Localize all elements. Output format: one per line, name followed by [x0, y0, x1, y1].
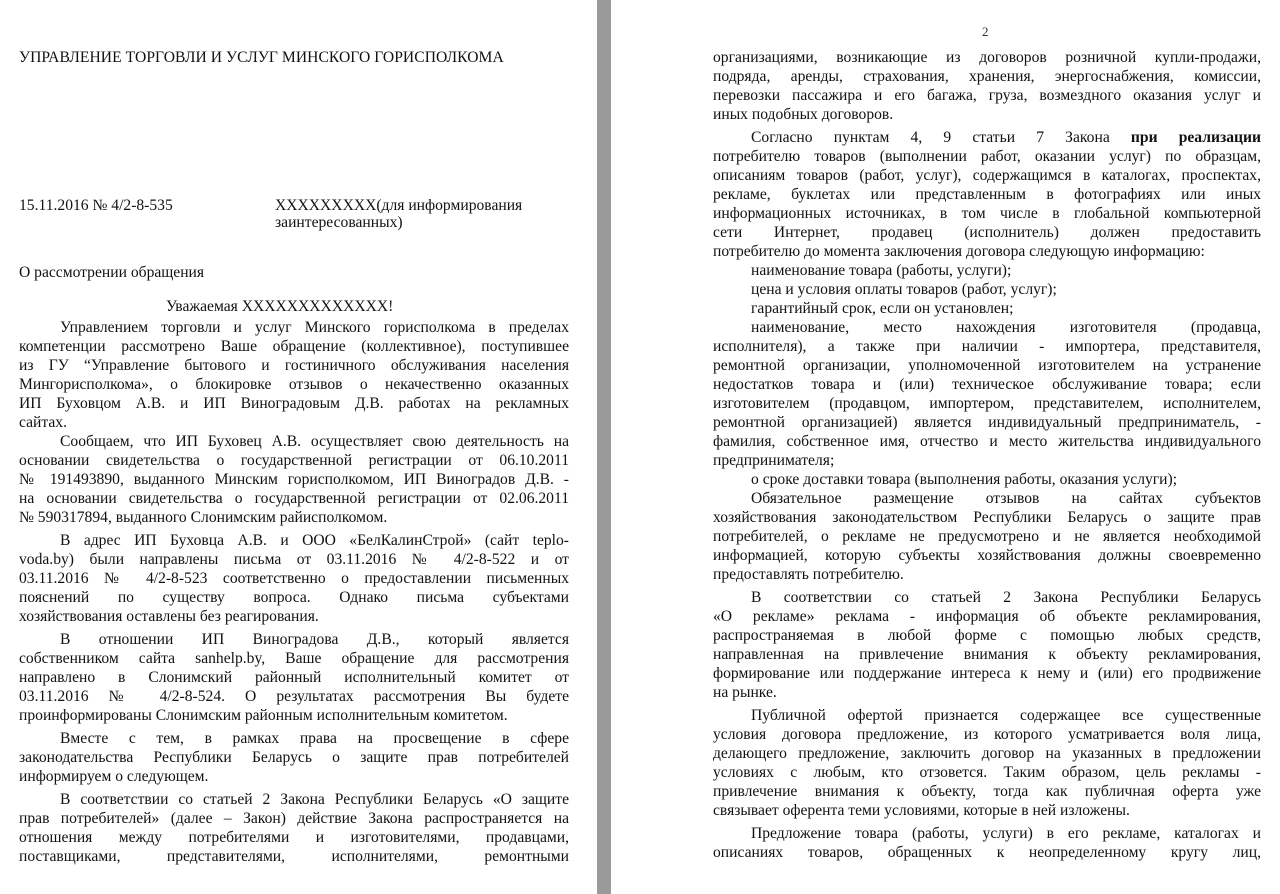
body-line: привлечение внимания к объекту, тогда как публичная оферта уже — [713, 783, 1261, 800]
body-line: хозяйствования законодательством Республики Беларусь о защите прав — [713, 509, 1261, 526]
page-number: 2 — [982, 24, 989, 39]
page-gap — [597, 0, 611, 894]
body-line: основании свидетельства о государственной регистрации от 06.10.2011 — [19, 452, 569, 469]
body-line: В отношении ИП Виноградова Д.В., который является — [60, 631, 569, 648]
bold-emphasis: при реализации — [1130, 129, 1261, 146]
document-page-2 — [611, 0, 1280, 894]
body-line: исполнителя), а также при наличии - импортера, представителя, — [713, 338, 1261, 355]
body-line: условия договора предложение, из которого усматривается воля лица, — [713, 726, 1261, 743]
body-line: ремонтной организации, уполномоченной изготовителем на устранение — [713, 357, 1261, 374]
body-line: рекламе, буклетах или представленным в фотографиях или иных — [713, 186, 1261, 203]
body-line: ИП Буховцом А.В. и ИП Виноградовым Д.В. работах на рекламных — [19, 395, 569, 412]
body-line: потребителей, о рекламе не предусмотрено и не является необходимой — [713, 528, 1261, 545]
body-line: Управлением торговли и услуг Минского горисполкома в пределах — [60, 319, 569, 336]
body-line: недостатков товара и (или) техническое обслуживание товара; если — [713, 376, 1261, 393]
page-2-body — [713, 48, 1261, 862]
body-line: № 590317894, выданного Слонимским райисполкомом. — [19, 509, 388, 526]
body-line: предоставлять потребителю. — [713, 566, 904, 583]
body-line: предпринимателя; — [713, 452, 835, 469]
body-line: фамилия, собственное имя, отчество и место жительства индивидуального — [713, 433, 1261, 450]
list-item: цена и условия оплаты товаров (работ, услуг); — [751, 281, 1057, 298]
body-line: В соответствии со статьей 2 Закона Республики Беларусь «О защите — [60, 791, 569, 808]
body-line: описаниям товаров (работ, услуг), содержащимся в каталогах, проспектах, — [713, 167, 1261, 184]
body-line: распространяемая в любой форме с помощью любых средств, — [713, 627, 1261, 644]
body-line: Вместе с тем, в рамках права на просвещение в сфере — [60, 730, 569, 747]
body-line: на рынке. — [713, 684, 777, 701]
body-line: направленная на привлечение внимания к объекту рекламирования, — [713, 646, 1261, 663]
body-line: № 191493890, выданного Минским горисполкомом, ИП Виноградов Д.В. - — [19, 471, 569, 488]
greeting: Уважаемая XXXXXXXXXXXXX! — [166, 298, 394, 315]
body-line: организациями, возникающие из договоров розничной купли-продажи, — [713, 49, 1261, 66]
body-line: связывает оферента теми условиями, которые в ней изложены. — [713, 802, 1130, 819]
body-line: формирование или поддержание интереса к нему и (или) его продвижение — [713, 665, 1261, 682]
body-line: потребителю товаров (выполнении работ, оказании услуг) по образцам, — [713, 148, 1261, 165]
body-line: информационных источниках, в том числе в глобальной компьютерной — [713, 205, 1261, 222]
body-line: направлено в Слонимский районный исполнительный комитет от — [19, 669, 569, 686]
body-line: Мингорисполкома», о блокировке отзывов о некачественно оказанных — [19, 376, 569, 393]
list-item: гарантийный срок, если он установлен; — [751, 300, 1014, 317]
body-line: описаниях товаров, обращенных к неопределенному кругу лиц, — [713, 844, 1261, 861]
body-text: Согласно пунктам 4, 9 статьи 7 Закона — [751, 129, 1110, 146]
addressee-line-1: XXXXXXXXX(для информирования — [275, 197, 523, 214]
date-number: 15.11.2016 № 4/2-8-535 — [19, 197, 173, 214]
body-line: сайтах. — [19, 414, 67, 431]
body-line: из ГУ “Управление бытового и гостиничного обслуживания населения — [19, 357, 569, 374]
body-line: В соответствии со статьей 2 Закона Республики Беларусь — [751, 589, 1261, 606]
page-1-body — [19, 318, 569, 866]
body-line: Публичной офертой признается содержащее все существенные — [751, 707, 1261, 724]
body-line: проинформированы Слонимским районным исполнительным комитетом. — [19, 707, 508, 724]
body-line: Сообщаем, что ИП Буховец А.В. осуществляет свою деятельность на — [60, 433, 569, 450]
body-line: voda.by) были направлены письма от 03.11.2016 № 4/2-8-522 и от — [19, 551, 569, 568]
body-line: 03.11.2016 № 4/2-8-524. О результатах рассмотрения Вы будете — [19, 688, 569, 705]
body-line: собственником сайта sanhelp.by, Ваше обращение для рассмотрения — [19, 650, 569, 667]
body-line: информацией, которую субъекты хозяйствования должны своевременно — [713, 547, 1261, 564]
body-line: перевозки пассажира и его багажа, груза, возмездного оказания услуг и — [713, 87, 1261, 104]
body-line: пояснений по существу вопроса. Однако письма субъектами — [19, 589, 569, 606]
list-item: наименование товара (работы, услуги); — [751, 262, 1012, 279]
body-line: Предложение товара (работы, услуги) в его рекламе, каталогах и — [751, 825, 1261, 842]
body-line-mixed — [713, 128, 1261, 147]
body-line: информируем о следующем. — [19, 768, 209, 785]
subject-line: О рассмотрении обращения — [19, 264, 205, 281]
body-line: В адрес ИП Буховца А.В. и ООО «БелКалинСтрой» (сайт teplo- — [60, 532, 569, 549]
document-page-1 — [0, 0, 597, 894]
body-line: на основании свидетельства о государственной регистрации от 02.06.2011 — [19, 490, 569, 507]
body-line: компетенции рассмотрено Ваше обращение (коллективное), поступившее — [19, 338, 569, 355]
body-line: Обязательное размещение отзывов на сайтах субъектов — [751, 490, 1261, 507]
addressee-line-2: заинтересованных) — [275, 214, 403, 231]
list-item: наименование, место нахождения изготовителя (продавца, — [751, 319, 1261, 336]
body-line: «О рекламе» реклама - информация об объекте рекламирования, — [713, 608, 1261, 625]
body-line: поставщиками, представителями, исполнителями, ремонтными — [19, 848, 569, 865]
list-item: о сроке доставки товара (выполнения работы, оказания услуги); — [751, 471, 1178, 488]
body-line: 03.11.2016 № 4/2-8-523 соответственно о предоставлении письменных — [19, 570, 569, 587]
body-line: отношения между потребителями и изготовителями, продавцами, — [19, 829, 569, 846]
body-line: сети Интернет, продавец (исполнитель) должен предоставить — [713, 224, 1261, 241]
organization-header: УПРАВЛЕНИЕ ТОРГОВЛИ И УСЛУГ МИНСКОГО ГОРИСПОЛКОМА — [19, 49, 504, 66]
body-line: прав потребителей» (далее – Закон) действие Закона распространяется на — [19, 810, 569, 827]
body-line: ремонтной организацией) является индивидуальный предприниматель, - — [713, 414, 1261, 431]
body-line: условиях с любым, кто отзовется. Таким образом, цель рекламы - — [713, 764, 1261, 781]
body-line: изготовителем (продавцом, импортером, представителем, исполнителем, — [713, 395, 1261, 412]
body-line: иных подобных договоров. — [713, 106, 894, 123]
body-line: делающего предложение, заключить договор на указанных в предложении — [713, 745, 1261, 762]
body-line: законодательства Республики Беларусь о защите прав потребителей — [19, 749, 569, 766]
body-line: хозяйствования оставлены без реагирования. — [19, 608, 319, 625]
body-line: потребителю до момента заключения договора следующую информацию: — [713, 243, 1205, 260]
body-line: подряда, аренды, страхования, хранения, энергоснабжения, комиссии, — [713, 68, 1261, 85]
